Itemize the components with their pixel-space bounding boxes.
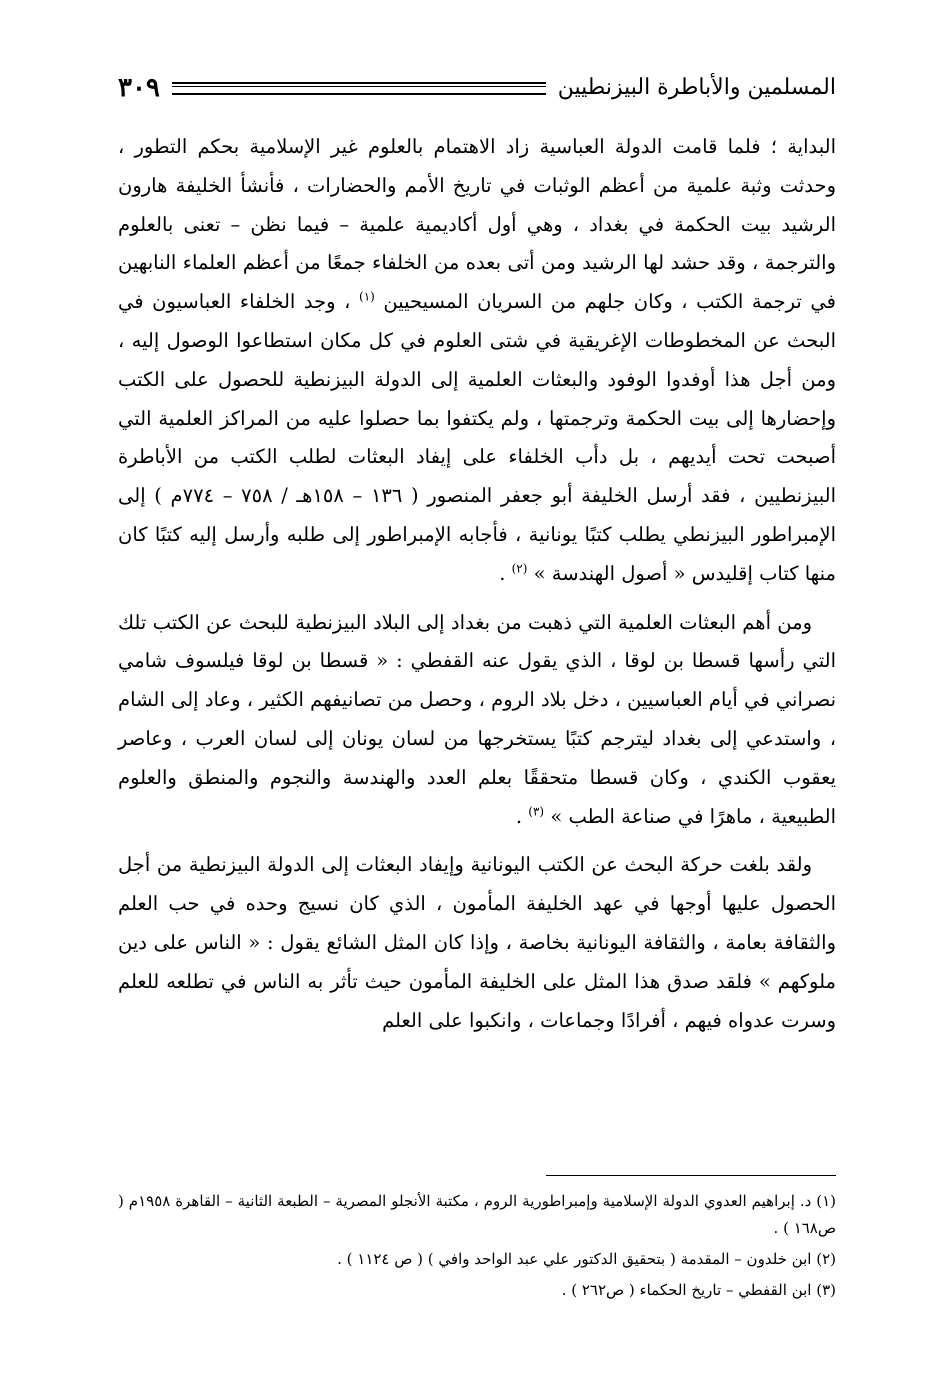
footnote-separator (546, 1175, 836, 1176)
paragraph-3-text: ولقد بلغت حركة البحث عن الكتب اليونانية وإيفاد البعثات إلى الدولة البيزنطية من أجل الحصول عليها أوجها في عهد الخليفة المأمون ، الذي كان نسيج وحده في حب العلم والثقافة بعامة ، والثقافة اليونانية بخاصة ، وإذا كان المثل الشائع يقول : « الناس على دين ملوكهم » فلقد صدق هذا المثل على الخليفة المأمون حيث تأثر به الناس في تطلعه للعلم وسرت عدواه فيهم ، أفرادًا وجماعات ، وانكبوا على العلم (118, 853, 836, 1032)
footnote-ref-2: (٢) (511, 561, 528, 576)
footnote-ref-3: (٣) (528, 804, 545, 819)
paragraph-1-tail: . (499, 561, 512, 585)
body-text (118, 128, 836, 1040)
paragraph-2-text: ومن أهم البعثات العلمية التي ذهبت من بغداد إلى البلاد البيزنطية للبحث عن الكتب تلك التي رأسها قسطا بن لوقا ، الذي يقول عنه القفطي : « قسطا بن لوقا فيلسوف شامي نصراني في أيام العباسيين ، دخل بلاد الروم ، وحصل من تصانيفهم الكثير ، وعاد إلى الشام ، واستدعي إلى بغداد ليترجم كتبًا يستخرجها من لسان يونان إلى لسان العرب ، وعاصر يعقوب الكندي ، وكان قسطا متحققًا بعلم العدد والهندسة والنجوم والمنطق والعلوم الطبيعية ، ماهرًا في صناعة الطب » (118, 610, 836, 828)
header-title: المسلمين والأباطرة البيزنطيين (557, 75, 836, 100)
paragraph-1 (118, 128, 836, 594)
paragraph-1-text-a: البداية ؛ فلما قامت الدولة العباسية زاد الاهتمام بالعلوم غير الإسلامية بحكم التطور ، وحدثت وثبة علمية من أعظم الوثبات في تاريخ الأمم والحضارات ، فأنشأ الخليفة هارون الرشيد بيت الحكمة في بغداد ، وهي أول أكاديمية علمية – فيما نظن – تعنى بالعلوم والترجمة ، وقد حشد لها الرشيد ومن أتى بعده من الخلفاء جمعًا من أعظم العلماء النابهين في ترجمة الكتب ، وكان جلهم من السريان المسيحيين (118, 135, 837, 314)
footnote-ref-1: (١) (359, 289, 375, 304)
running-header (118, 64, 836, 112)
paragraph-3 (118, 846, 836, 1040)
footnote-2: (٢) ابن خلدون – المقدمة ( بتحقيق الدكتور علي عبد الواحد وافي ) ( ص ١١٢٤ ) . (337, 1250, 836, 1268)
paragraph-2 (118, 604, 836, 837)
page-number: ٣٠٩ (118, 73, 160, 103)
header-rule (172, 82, 546, 95)
footnote-1: (١) د. إبراهيم العدوي الدولة الإسلامية وإمبراطورية الروم ، مكتبة الأنجلو المصرية – الطبعة الثانية – القاهرة ١٩٥٨م ( ص١٦٨ ) . (118, 1192, 836, 1237)
paragraph-2-tail: . (515, 804, 529, 828)
paragraph-1-text-b: ، وجد الخلفاء العباسيون في البحث عن المخطوطات الإغريقية في شتى العلوم في كل مكان استطاعوا الوصول إليه ، ومن أجل هذا أوفدوا الوفود والبعثات العلمية إلى الدولة البيزنطية للحصول على الكتب وإحضارها إلى بيت الحكمة وترجمتها ، ولم يكتفوا بما حصلوا عليه من المراكز العلمية التي أصبحت تحت أيديهم ، بل دأب الخلفاء على إيفاد البعثات لطلب الكتب من الأباطرة البيزنطيين ، فقد أرسل الخليفة أبو جعفر المنصور ( ١٣٦ – ١٥٨هـ / ٧٥٨ – ٧٧٤م ) إلى الإمبراطور البيزنطي يطلب كتبًا يونانية ، فأجابه الإمبراطور إلى طلبه وأرسل إليه كتبًا كان منها كتاب إقليدس « أصول الهندسة » (118, 290, 837, 585)
footnote-3: (٣) ابن القفطي – تاريخ الحكماء ( ص٢٦٢ ) . (561, 1281, 836, 1299)
footnotes (118, 1188, 836, 1304)
